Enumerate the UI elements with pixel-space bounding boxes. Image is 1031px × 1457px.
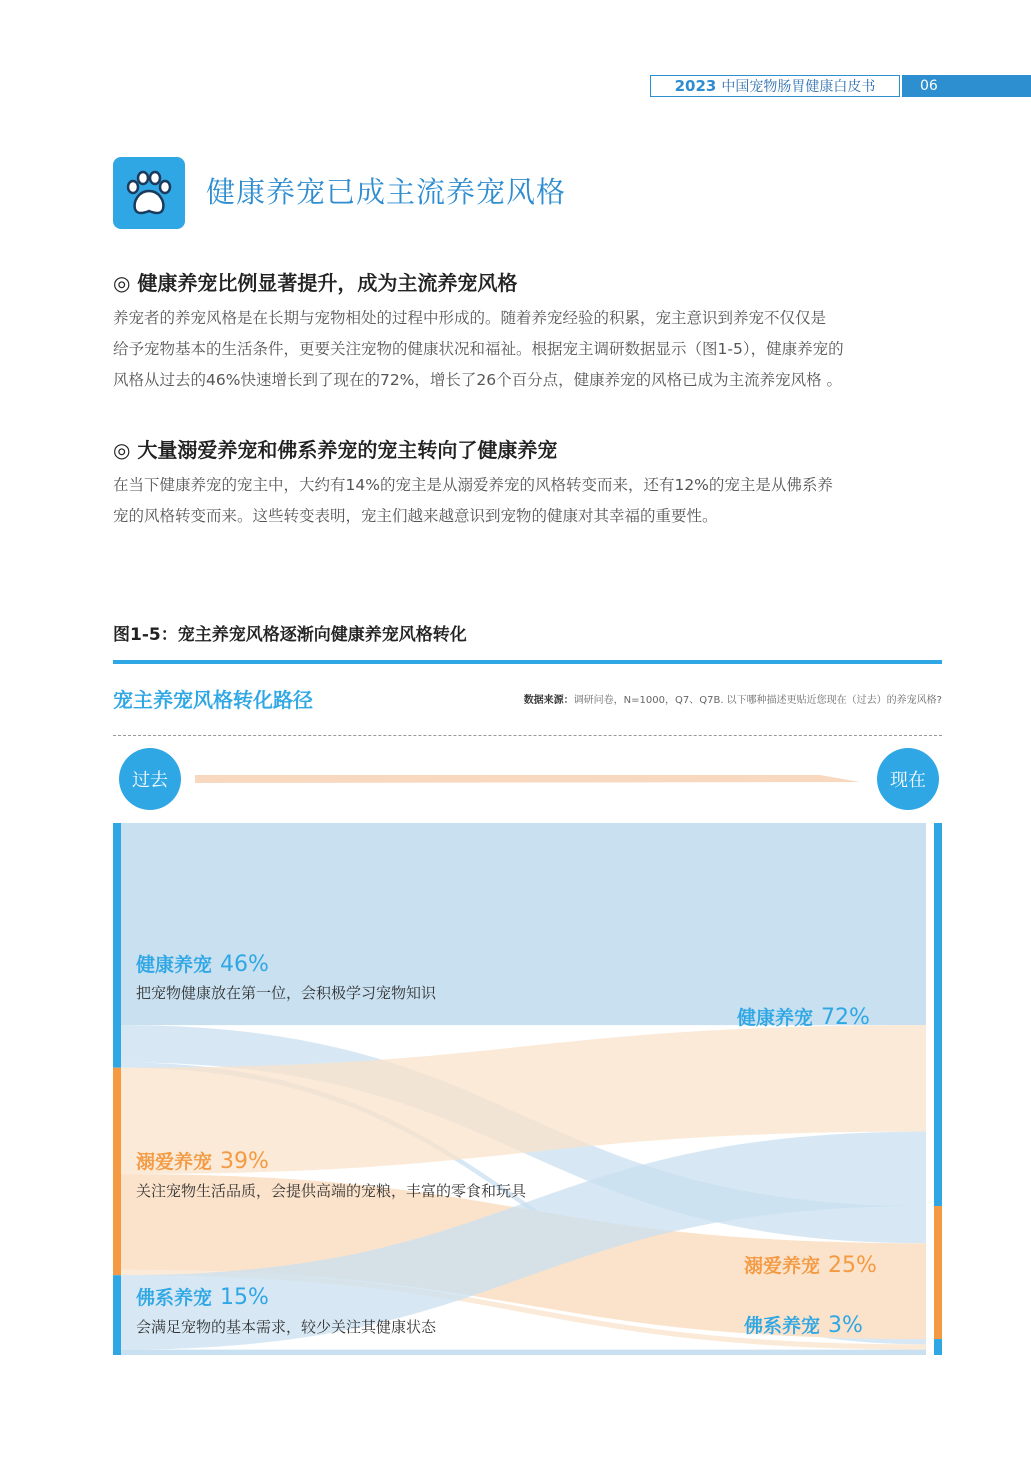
paragraph-line: 养宠者的养宠风格是在长期与宠物相处的过程中形成的。随着养宠经验的积累，宠主意识到养宠不仅仅是	[113, 309, 827, 327]
subheading-1: ◎ 健康养宠比例显著提升，成为主流养宠风格	[113, 271, 518, 295]
figure-caption: 图1-5：宠主养宠风格逐渐向健康养宠风格转化	[113, 625, 467, 645]
paragraph-line: 给予宠物基本的生活条件，更要关注宠物的健康状况和福祉。根据宠主调研数据显示（图1-5），健康养宠的	[113, 340, 844, 358]
right-label-healthy	[737, 1003, 870, 1030]
right-node-bar	[934, 823, 942, 1206]
page-number: 06	[902, 75, 1031, 97]
timeline-arrow	[195, 770, 865, 790]
paragraph-line: 风格从过去的46%快速增长到了现在的72%，增长了26个百分点，健康养宠的风格已成为主流养宠风格 。	[113, 371, 843, 389]
right-label-doting	[744, 1251, 877, 1278]
left-healthy-desc: 把宠物健康放在第一位，会积极学习宠物知识	[136, 984, 437, 1002]
subheading-2: ◎ 大量溺爱养宠和佛系养宠的宠主转向了健康养宠	[113, 438, 558, 462]
right-casual-pct: 3%	[828, 1313, 863, 1338]
data-source-text: 调研问卷，N=1000，Q7、Q7B. 以下哪种描述更贴近您现在（过去）的养宠风格?	[573, 695, 942, 706]
left-healthy-name: 健康养宠	[136, 954, 213, 976]
sankey-flow	[121, 1350, 926, 1355]
left-node-bar	[113, 1275, 121, 1355]
header-title: 中国宠物肠胃健康白皮书	[721, 79, 876, 95]
left-doting-name: 溺爱养宠	[136, 1151, 213, 1173]
header-title-box	[650, 75, 900, 97]
paragraph-2	[113, 470, 943, 532]
left-node-bar	[113, 1068, 121, 1275]
right-doting-pct: 25%	[828, 1253, 877, 1278]
data-source-label: 数据来源：	[523, 695, 574, 706]
divider	[113, 735, 942, 736]
left-casual-name: 佛系养宠	[136, 1287, 213, 1309]
chart-title: 宠主养宠风格转化路径	[113, 688, 313, 712]
right-casual-name: 佛系养宠	[744, 1315, 821, 1337]
right-label-casual	[744, 1311, 863, 1338]
past-circle: 过去	[119, 748, 181, 810]
right-healthy-pct: 72%	[821, 1005, 870, 1030]
paragraph-line: 宠的风格转变而来。这些转变表明，宠主们越来越意识到宠物的健康对其幸福的重要性。	[113, 507, 718, 525]
left-doting-desc: 关注宠物生活品质，会提供高端的宠粮，丰富的零食和玩具	[136, 1182, 527, 1200]
right-healthy-name: 健康养宠	[737, 1007, 814, 1029]
left-casual-pct: 15%	[220, 1285, 269, 1310]
paragraph-line: 在当下健康养宠的宠主中，大约有14%的宠主是从溺爱养宠的风格转变而来，还有12%的宠主是从佛系养	[113, 476, 833, 494]
right-node-bar	[934, 1206, 942, 1339]
left-label-healthy	[136, 950, 269, 977]
left-label-casual	[136, 1283, 269, 1310]
left-healthy-pct: 46%	[220, 952, 269, 977]
right-node-bar	[934, 1339, 942, 1355]
paragraph-1	[113, 303, 943, 396]
data-source	[524, 691, 942, 706]
right-doting-name: 溺爱养宠	[744, 1255, 821, 1277]
figure-rule	[113, 660, 942, 664]
now-circle: 现在	[877, 748, 939, 810]
left-label-doting	[136, 1147, 269, 1174]
paw-icon	[113, 157, 185, 229]
left-doting-pct: 39%	[220, 1149, 269, 1174]
section-title: 健康养宠已成主流养宠风格	[206, 175, 567, 209]
left-casual-desc: 会满足宠物的基本需求，较少关注其健康状态	[136, 1318, 437, 1336]
header-year: 2023	[674, 77, 717, 95]
left-node-bar	[113, 823, 121, 1068]
